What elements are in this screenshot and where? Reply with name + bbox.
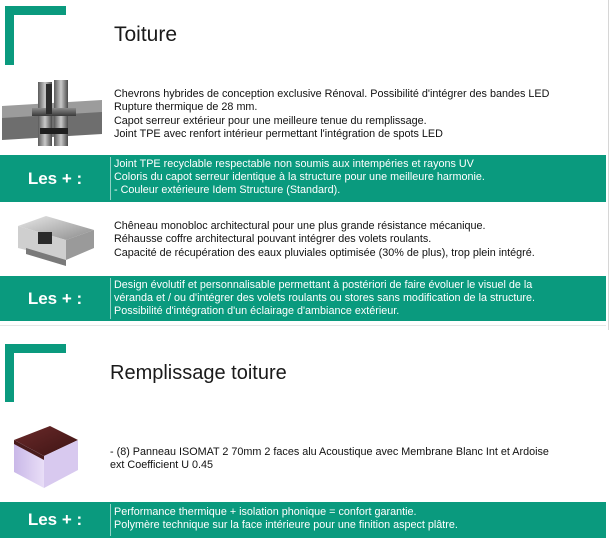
advantages-label: Les + : [27,288,83,308]
advantages-text [114,158,485,198]
desc-line: Capacité de récupération des eaux pluviales optimisée (30% de plus), trop plein intégré. [114,246,535,259]
desc-line: Réhausse coffre architectural pouvant intégrer des volets roulants. [114,233,432,246]
desc-line: Capot serreur extérieur pour une meilleure tenue du remplissage. [114,114,427,127]
advantages-band-rafters [0,155,606,202]
advantage-line: Possibilité d'intégration d'un éclairage d'ambiance extérieur. [114,305,400,318]
section-title-remplissage: Remplissage toiture [110,362,287,384]
desc-line: ext Coefficient U 0.45 [110,459,214,472]
advantage-line: Coloris du capot serreur identique à la structure pour une meilleure harmonie. [114,171,485,184]
desc-line: Rupture thermique de 28 mm. [114,101,258,114]
right-edge-rule [608,0,609,330]
desc-line: Chêneau monobloc architectural pour une plus grande résistance mécanique. [114,220,486,232]
band-separator [110,278,111,319]
desc-line: Joint TPE avec renfort intérieur permettant l'intégration de spots LED [114,128,443,141]
advantage-line: Polymère technique sur la face intérieure pour une finition aspect plâtre. [114,519,458,532]
advantages-text [114,506,458,532]
section-title-toiture: Toiture [114,23,178,46]
gutter-description [114,220,535,260]
insulated-panel-image [6,418,82,492]
panel-description [110,446,549,473]
gutter-profile-image [12,208,102,270]
advantage-line: Design évolutif et personnalisable permettant à postériori de faire évoluer le visuel de la [114,279,533,291]
section-divider [0,325,606,326]
advantages-text [114,279,535,319]
band-separator [110,157,111,200]
advantage-line: Joint TPE recyclable respectable non soumis aux intempéries et rayons UV [114,158,474,170]
band-separator [110,504,111,536]
rafter-profile-image [2,78,102,150]
advantage-line: véranda et / ou d'intégrer des volets roulants ou stores sans modification de la structure. [114,292,535,305]
advantage-line: Performance thermique + isolation phonique = confort garantie. [114,506,417,518]
advantages-label: Les + : [27,168,83,188]
advantages-band-gutter [0,276,606,321]
advantages-label: Les + : [27,510,83,529]
advantages-band-panel [0,502,606,538]
rafter-description [114,88,549,142]
desc-line: - (8) Panneau ISOMAT 2 70mm 2 faces alu Acoustique avec Membrane Blanc Int et Ardoise [110,446,549,458]
desc-line: Chevrons hybrides de conception exclusive Rénoval. Possibilité d'intégrer des bandes LED [114,88,550,100]
advantage-line: - Couleur extérieure Idem Structure (Standard). [114,184,341,197]
